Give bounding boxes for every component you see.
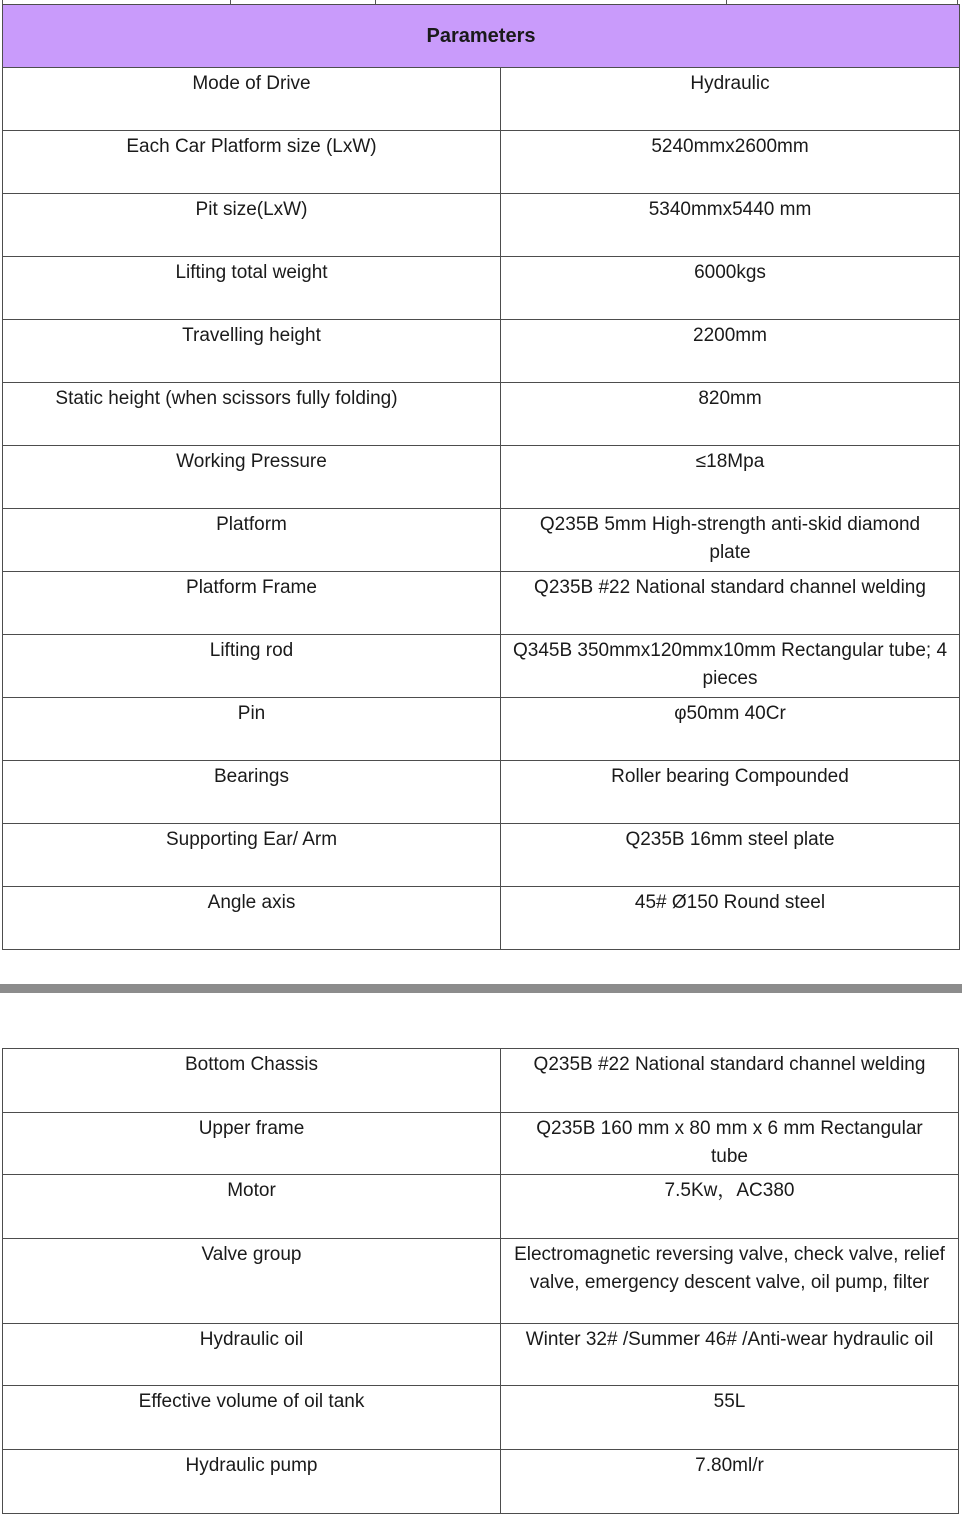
param-value: 2200mm	[501, 320, 960, 383]
param-value: Roller bearing Compounded	[501, 761, 960, 824]
param-label: Pin	[3, 698, 501, 761]
parameters-table	[2, 4, 960, 950]
param-value: Q235B 16mm steel plate	[501, 824, 960, 887]
table-row	[3, 446, 960, 509]
table-title: Parameters	[3, 5, 960, 68]
table-row	[3, 572, 960, 635]
param-label: Angle axis	[3, 887, 501, 950]
param-label: Working Pressure	[3, 446, 501, 509]
table-header-row	[3, 5, 960, 68]
param-label: Hydraulic pump	[3, 1450, 501, 1514]
param-label: Lifting total weight	[3, 257, 501, 320]
table-row	[3, 1450, 959, 1514]
table-row	[3, 1113, 959, 1175]
param-label: Travelling height	[3, 320, 501, 383]
table-row	[3, 194, 960, 257]
param-label: Valve group	[3, 1239, 501, 1324]
param-value: 820mm	[501, 383, 960, 446]
param-value: 7.5Kw，AC380	[501, 1175, 959, 1239]
param-label: Motor	[3, 1175, 501, 1239]
param-value: Winter 32# /Summer 46# /Anti-wear hydraulic oil	[501, 1324, 959, 1386]
table-row	[3, 1175, 959, 1239]
table-row	[3, 320, 960, 383]
param-value: Electromagnetic reversing valve, check valve, relief valve, emergency descent valve, oil pump, filter	[501, 1239, 959, 1324]
table-row	[3, 1239, 959, 1324]
table-row	[3, 383, 960, 446]
param-value: Q345B 350mmx120mmx10mm Rectangular tube; 4 pieces	[501, 635, 960, 698]
table-row	[3, 887, 960, 950]
section-divider	[0, 984, 962, 993]
param-label: Each Car Platform size (LxW)	[3, 131, 501, 194]
parameters-table-continued	[2, 1048, 959, 1514]
param-label: Bearings	[3, 761, 501, 824]
table-row	[3, 509, 960, 572]
param-label: Effective volume of oil tank	[3, 1386, 501, 1450]
param-value: Hydraulic	[501, 68, 960, 131]
param-label: Pit size(LxW)	[3, 194, 501, 257]
table-row	[3, 635, 960, 698]
param-value: ≤18Mpa	[501, 446, 960, 509]
table-row	[3, 257, 960, 320]
table-row	[3, 698, 960, 761]
param-value: Q235B #22 National standard channel welding	[501, 1049, 959, 1113]
param-label: Lifting rod	[3, 635, 501, 698]
table-row	[3, 1324, 959, 1386]
param-value: φ50mm 40Cr	[501, 698, 960, 761]
table-row	[3, 824, 960, 887]
table-row	[3, 761, 960, 824]
table-row	[3, 1386, 959, 1450]
param-value: 45# Ø150 Round steel	[501, 887, 960, 950]
param-value: 5240mmx2600mm	[501, 131, 960, 194]
table-row	[3, 1049, 959, 1113]
param-value: Q235B 5mm High-strength anti-skid diamond plate	[501, 509, 960, 572]
table-row	[3, 131, 960, 194]
param-label: Platform Frame	[3, 572, 501, 635]
param-label: Supporting Ear/ Arm	[3, 824, 501, 887]
param-value: 7.80ml/r	[501, 1450, 959, 1514]
param-label: Hydraulic oil	[3, 1324, 501, 1386]
param-value: 6000kgs	[501, 257, 960, 320]
param-label: Platform	[3, 509, 501, 572]
param-label: Bottom Chassis	[3, 1049, 501, 1113]
param-label: Upper frame	[3, 1113, 501, 1175]
param-value: Q235B #22 National standard channel welding	[501, 572, 960, 635]
param-value: Q235B 160 mm x 80 mm x 6 mm Rectangular tube	[501, 1113, 959, 1175]
table-row	[3, 68, 960, 131]
param-label: Static height (when scissors fully folding)	[3, 383, 501, 446]
param-label: Mode of Drive	[3, 68, 501, 131]
param-value: 55L	[501, 1386, 959, 1450]
param-value: 5340mmx5440 mm	[501, 194, 960, 257]
